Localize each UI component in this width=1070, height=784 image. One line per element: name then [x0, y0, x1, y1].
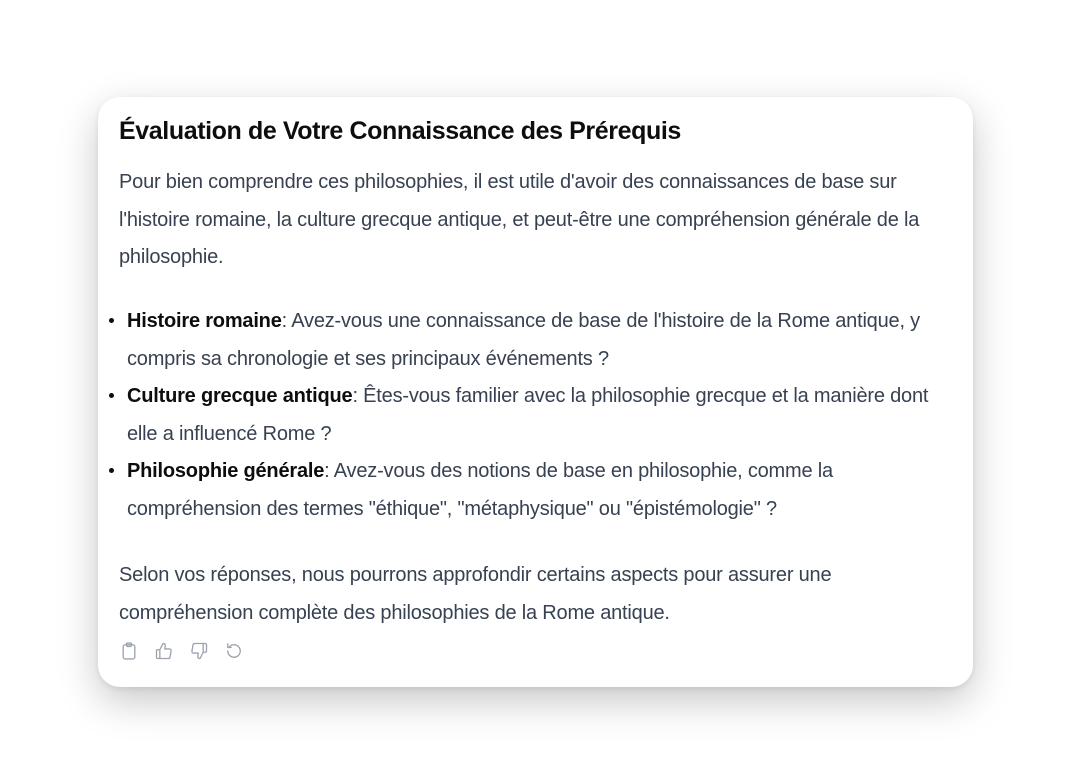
regenerate-icon: [224, 641, 244, 661]
regenerate-button[interactable]: [223, 640, 245, 662]
message-actions: [118, 640, 245, 662]
list-item-term: Culture grecque antique: [127, 385, 353, 407]
bullet-dot: [109, 468, 114, 473]
thumbs-up-button[interactable]: [153, 640, 175, 662]
list-item-text: : Êtes-vous familier avec la philosophie grecque et la manière dont elle a influencé Rome ?: [127, 385, 929, 445]
intro-paragraph: Pour bien comprendre ces philosophies, il est utile d'avoir des connaissances de base sur l'histoire romaine, la culture grecque antique, et peut-être une compréhension générale de la philosophie.: [119, 171, 920, 268]
list-item: [98, 303, 958, 378]
bullet-dot: [109, 393, 114, 398]
message-title: Évaluation de Votre Connaissance des Prérequis: [119, 117, 681, 145]
copy-button[interactable]: [118, 640, 140, 662]
clipboard-icon: [119, 641, 139, 661]
list-item-text: : Avez-vous des notions de base en philosophie, comme la compréhension des termes "éthique", "métaphysique" ou "épistémologie" ?: [127, 460, 833, 520]
list-item-term: Philosophie générale: [127, 460, 325, 482]
outro-paragraph: Selon vos réponses, nous pourrons approfondir certains aspects pour assurer une compréhension complète des philosophies de la Rome antique.: [119, 564, 832, 624]
bullet-dot: [109, 318, 114, 323]
assistant-message-card: [98, 97, 973, 687]
list-item-text: : Avez-vous une connaissance de base de l'histoire de la Rome antique, y compris sa chronologie et ses principaux événements ?: [127, 310, 920, 370]
prerequisite-list: [98, 303, 958, 528]
thumbs-up-icon: [154, 641, 174, 661]
thumbs-down-button[interactable]: [188, 640, 210, 662]
list-item-term: Histoire romaine: [127, 310, 282, 332]
list-item: [98, 453, 958, 528]
list-item: [98, 378, 958, 453]
thumbs-down-icon: [189, 641, 209, 661]
